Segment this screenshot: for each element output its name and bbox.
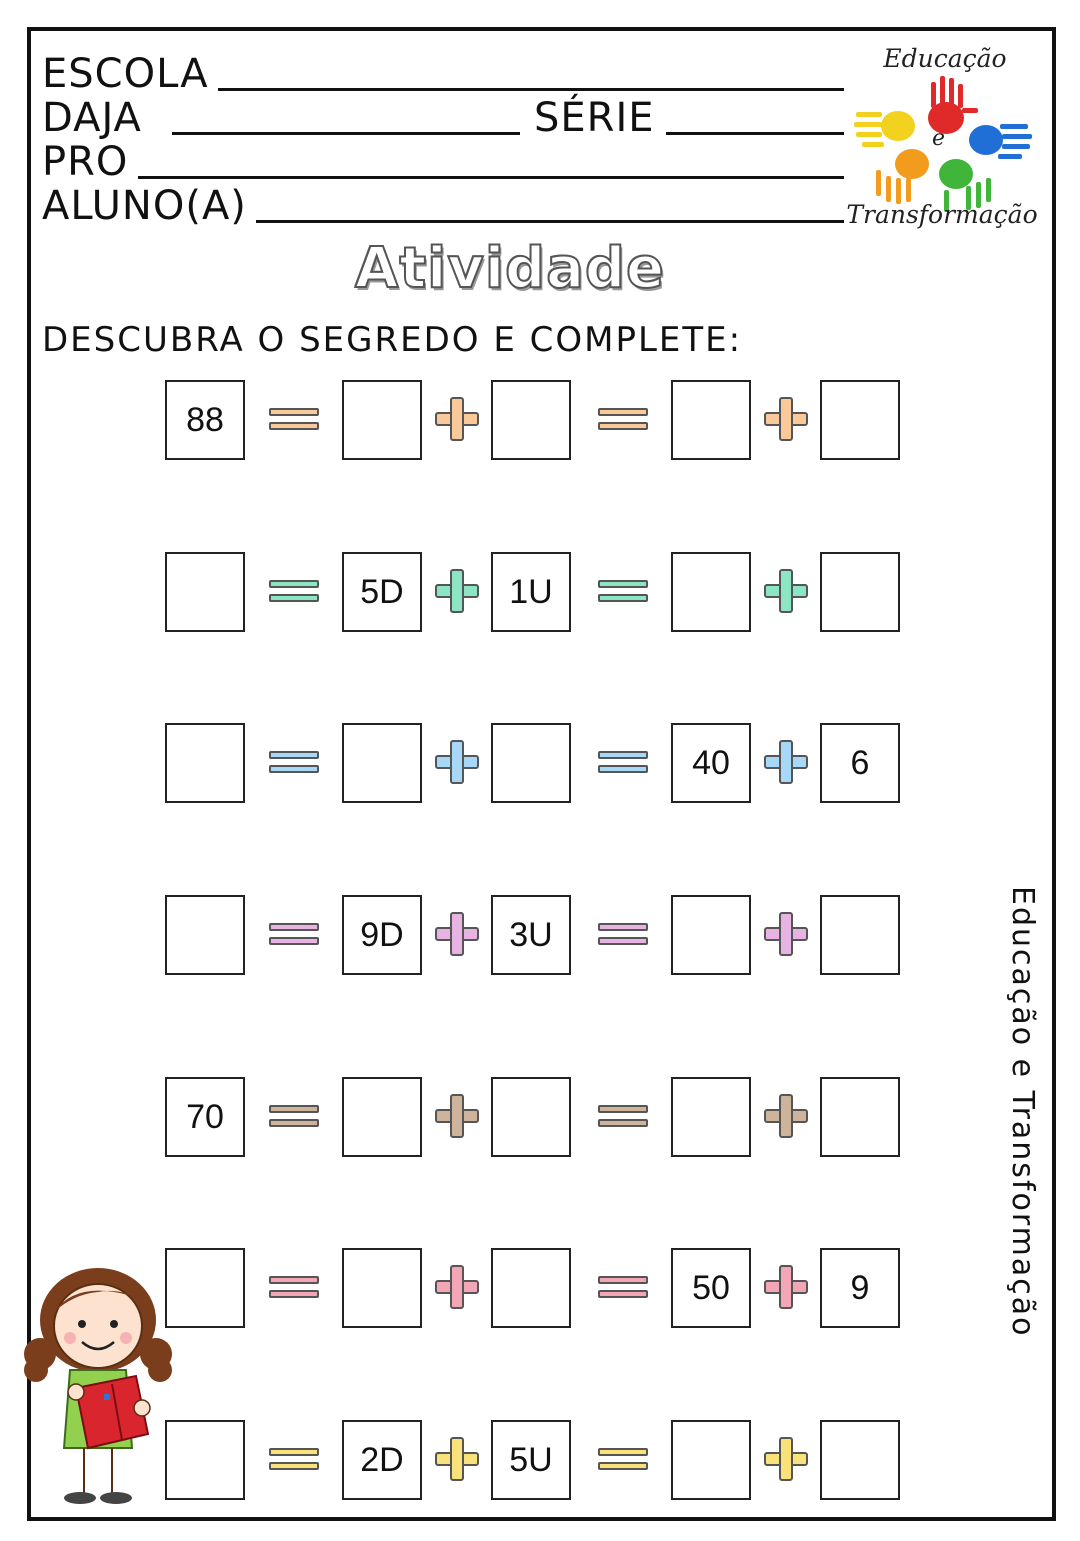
exercise-row xyxy=(165,552,905,634)
answer-box[interactable]: 88 xyxy=(165,380,245,460)
answer-box[interactable] xyxy=(671,1420,751,1500)
equals-icon xyxy=(598,1105,648,1129)
instruction-text: DESCUBRA O SEGREDO E COMPLETE: xyxy=(42,320,743,360)
girl-reading-illustration xyxy=(18,1258,178,1508)
equals-icon xyxy=(269,408,319,432)
answer-box[interactable] xyxy=(342,380,422,460)
equals-icon xyxy=(598,580,648,604)
answer-box[interactable] xyxy=(165,895,245,975)
answer-box[interactable] xyxy=(491,723,571,803)
logo xyxy=(836,40,1046,240)
equals-icon xyxy=(598,923,648,947)
exercise-row xyxy=(165,380,905,462)
answer-box[interactable]: 1U xyxy=(491,552,571,632)
answer-box[interactable] xyxy=(820,380,900,460)
plus-icon xyxy=(764,1437,808,1481)
equals-icon xyxy=(269,751,319,775)
equals-icon xyxy=(598,408,648,432)
answer-box[interactable]: 5U xyxy=(491,1420,571,1500)
equals-icon xyxy=(269,1276,319,1300)
answer-box[interactable]: 6 xyxy=(820,723,900,803)
escola-label: ESCOLA xyxy=(42,51,209,97)
plus-icon xyxy=(435,397,479,441)
exercise-row xyxy=(165,1420,905,1502)
answer-box[interactable]: 3U xyxy=(491,895,571,975)
answer-box[interactable] xyxy=(165,723,245,803)
side-text: Educação e Transformação xyxy=(1005,880,1040,1344)
plus-icon xyxy=(435,740,479,784)
answer-box[interactable]: 50 xyxy=(671,1248,751,1328)
answer-box[interactable] xyxy=(342,1248,422,1328)
exercise-row xyxy=(165,723,905,805)
serie-line xyxy=(666,132,844,135)
equals-icon xyxy=(269,580,319,604)
plus-icon xyxy=(764,569,808,613)
answer-box[interactable] xyxy=(671,552,751,632)
escola-line xyxy=(218,88,844,91)
answer-box[interactable] xyxy=(820,552,900,632)
exercise-row xyxy=(165,1248,905,1330)
answer-box[interactable]: 70 xyxy=(165,1077,245,1157)
equals-icon xyxy=(269,923,319,947)
answer-box[interactable] xyxy=(820,1420,900,1500)
answer-box[interactable] xyxy=(820,895,900,975)
answer-box[interactable] xyxy=(165,552,245,632)
answer-box[interactable] xyxy=(342,1077,422,1157)
pro-label: PRO xyxy=(42,139,129,185)
aluno-label: ALUNO(A) xyxy=(42,183,247,229)
answer-box[interactable]: 5D xyxy=(342,552,422,632)
equals-icon xyxy=(598,751,648,775)
answer-box[interactable] xyxy=(820,1077,900,1157)
answer-box[interactable] xyxy=(671,1077,751,1157)
equals-icon xyxy=(269,1105,319,1129)
page-title: Atividade xyxy=(355,236,665,301)
plus-icon xyxy=(435,569,479,613)
pro-line xyxy=(138,176,844,179)
answer-box[interactable]: 2D xyxy=(342,1420,422,1500)
data-line xyxy=(172,132,520,135)
plus-icon xyxy=(764,1094,808,1138)
logo-top-text: Educação xyxy=(883,44,1007,73)
aluno-line xyxy=(256,220,844,223)
data-label: DAJA xyxy=(42,95,142,141)
plus-icon xyxy=(435,912,479,956)
equals-icon xyxy=(598,1448,648,1472)
answer-box[interactable]: 40 xyxy=(671,723,751,803)
serie-label: SÉRIE xyxy=(534,95,655,141)
answer-box[interactable]: 9 xyxy=(820,1248,900,1328)
logo-mid-text: e xyxy=(932,126,946,151)
plus-icon xyxy=(435,1265,479,1309)
exercise-row xyxy=(165,895,905,977)
equals-icon xyxy=(269,1448,319,1472)
answer-box[interactable] xyxy=(671,895,751,975)
exercise-row xyxy=(165,1077,905,1159)
answer-box[interactable] xyxy=(491,1248,571,1328)
plus-icon xyxy=(764,740,808,784)
answer-box[interactable] xyxy=(671,380,751,460)
answer-box[interactable] xyxy=(491,380,571,460)
plus-icon xyxy=(764,1265,808,1309)
plus-icon xyxy=(764,397,808,441)
answer-box[interactable]: 9D xyxy=(342,895,422,975)
answer-box[interactable] xyxy=(342,723,422,803)
plus-icon xyxy=(435,1094,479,1138)
logo-bottom-text: Transformação xyxy=(846,200,1038,229)
plus-icon xyxy=(764,912,808,956)
plus-icon xyxy=(435,1437,479,1481)
equals-icon xyxy=(598,1276,648,1300)
answer-box[interactable] xyxy=(491,1077,571,1157)
